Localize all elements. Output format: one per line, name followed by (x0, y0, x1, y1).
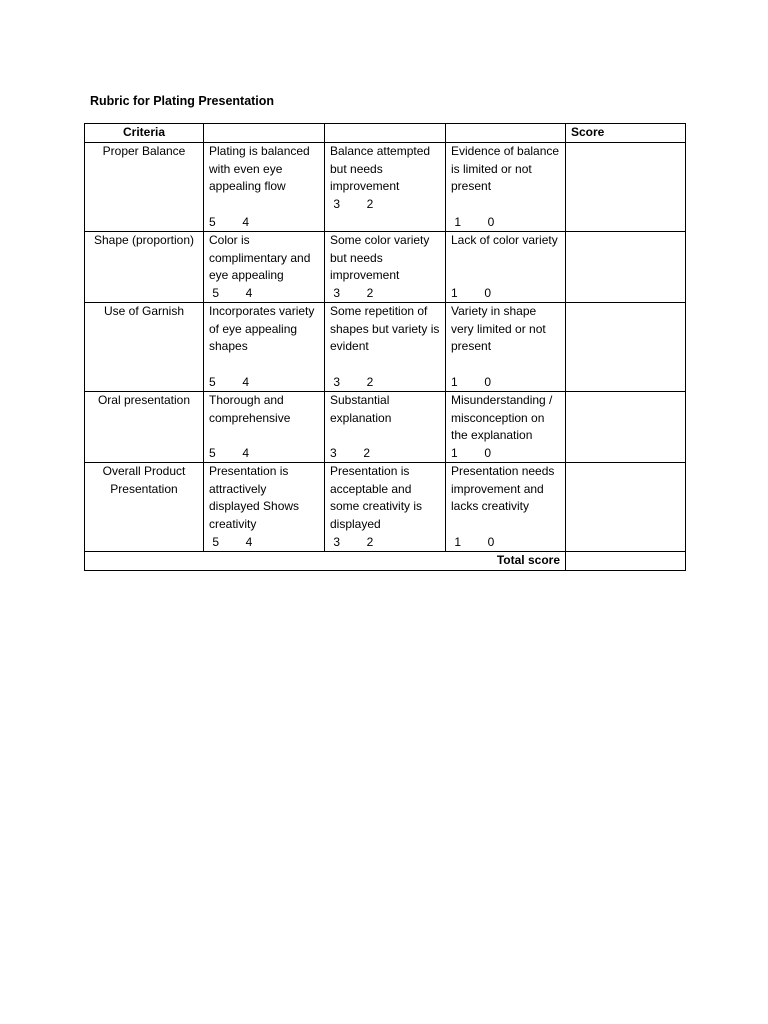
level-points: 5 4 (209, 214, 250, 229)
level-cell (204, 463, 325, 552)
level-description: Some color variety but needs improvement (330, 233, 430, 282)
level-points: 1 0 (451, 445, 492, 460)
level-points: 3 2 (330, 196, 374, 211)
score-header: Score (566, 124, 686, 143)
level-points: 5 4 (209, 374, 250, 389)
criteria-cell: Overall Product Presentation (85, 463, 204, 552)
level-points: 3 2 (330, 534, 374, 549)
score-cell[interactable] (566, 463, 686, 552)
level-points: 5 4 (209, 285, 253, 300)
level-description: Color is complimentary and eye appealing (209, 233, 311, 282)
level-cell (446, 143, 566, 232)
level-description: Thorough and comprehensive (209, 393, 291, 425)
level-points: 5 4 (209, 534, 253, 549)
score-cell[interactable] (566, 392, 686, 463)
level-cell (204, 303, 325, 392)
rubric-table (84, 123, 686, 571)
score-cell[interactable] (566, 303, 686, 392)
level-cell (325, 463, 446, 552)
level-points: 1 0 (451, 285, 492, 300)
level-cell (325, 232, 446, 303)
criteria-cell: Shape (proportion) (85, 232, 204, 303)
level-description: Incorporates variety of eye appealing shapes (209, 304, 315, 353)
level-cell (446, 392, 566, 463)
level-description: Substantial explanation (330, 393, 392, 425)
rubric-row-overall-product-presentation (85, 463, 686, 552)
level-cell (446, 463, 566, 552)
level-header-2 (325, 124, 446, 143)
level-points: 1 0 (451, 534, 495, 549)
level-cell (325, 143, 446, 232)
level-points: 5 4 (209, 445, 250, 460)
score-cell[interactable] (566, 143, 686, 232)
level-header-1 (204, 124, 325, 143)
criteria-cell: Oral presentation (85, 392, 204, 463)
total-row (85, 552, 686, 571)
level-cell (204, 392, 325, 463)
level-description: Variety in shape very limited or not present (451, 304, 546, 353)
criteria-cell: Use of Garnish (85, 303, 204, 392)
level-points: 3 2 (330, 374, 374, 389)
level-description: Balance attempted but needs improvement (330, 144, 431, 193)
level-description: Presentation is acceptable and some creativity is displayed (330, 464, 423, 531)
level-points: 3 2 (330, 285, 374, 300)
document-title: Rubric for Plating Presentation (90, 94, 275, 108)
level-cell (204, 232, 325, 303)
rubric-row-shape (85, 232, 686, 303)
level-header-3 (446, 124, 566, 143)
level-description: Misunderstanding / misconception on the explanation (451, 393, 553, 442)
level-description: Presentation needs improvement and lacks creativity (451, 464, 555, 513)
level-cell (204, 143, 325, 232)
header-row (85, 124, 686, 143)
rubric-row-proper-balance (85, 143, 686, 232)
level-cell (446, 303, 566, 392)
rubric-row-oral-presentation (85, 392, 686, 463)
level-cell (446, 232, 566, 303)
criteria-cell: Proper Balance (85, 143, 204, 232)
level-description: Presentation is attractively displayed Shows creativity (209, 464, 300, 531)
level-description: Plating is balanced with even eye appealing flow (209, 144, 310, 193)
total-score-cell[interactable] (566, 552, 686, 571)
level-description: Evidence of balance is limited or not present (451, 144, 560, 193)
total-score-label: Total score (85, 552, 566, 571)
level-points: 1 0 (451, 214, 495, 229)
level-description: Some repetition of shapes but variety is evident (330, 304, 440, 353)
rubric-row-use-of-garnish (85, 303, 686, 392)
level-cell (325, 303, 446, 392)
level-description: Lack of color variety (451, 233, 558, 247)
level-cell (325, 392, 446, 463)
score-cell[interactable] (566, 232, 686, 303)
level-points: 3 2 (330, 445, 371, 460)
criteria-header: Criteria (85, 124, 204, 143)
level-points: 1 0 (451, 374, 492, 389)
